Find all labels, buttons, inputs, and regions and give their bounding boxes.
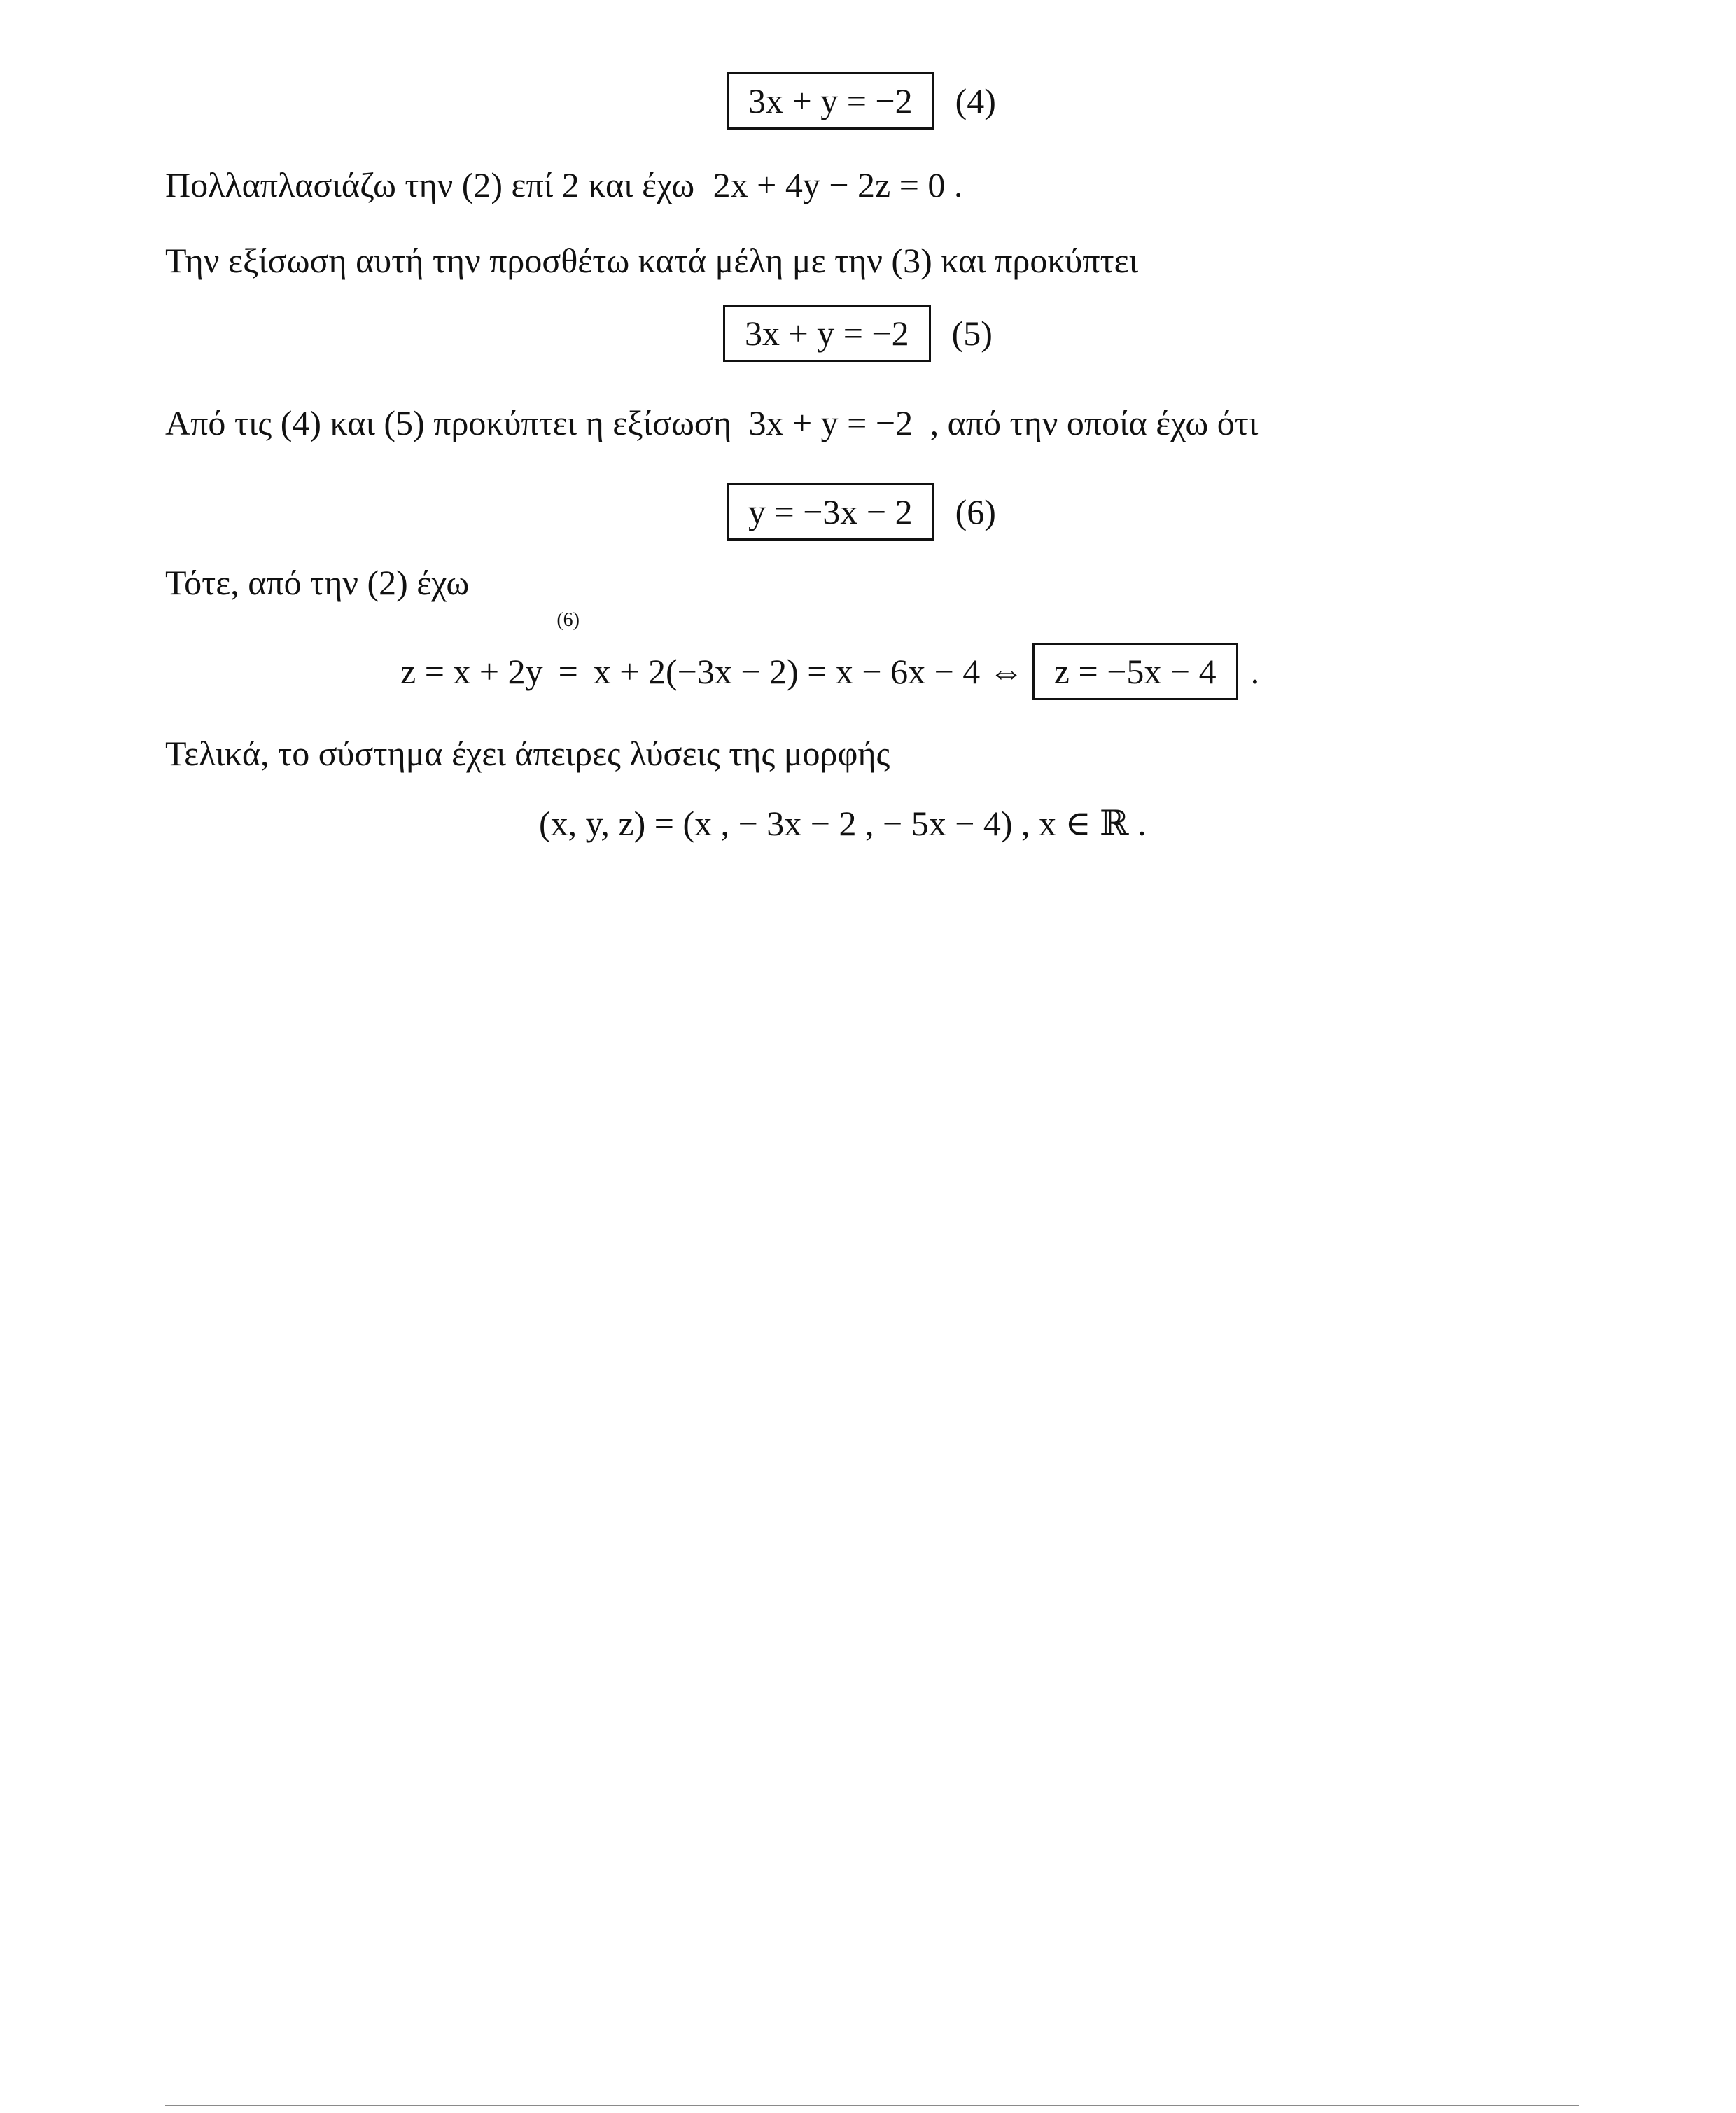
paragraph-then-text: Τότε, από την (2) έχω: [165, 563, 470, 602]
paragraph-conclusion-text: Τελικά, το σύστημα έχει άπειρες λύσεις της μορφής: [165, 734, 890, 773]
solution-set-expr: (x, y, z) = (x , − 3x − 2 , − 5x − 4) , x ∈ ℝ .: [539, 804, 1147, 843]
paragraph-then: [165, 562, 469, 604]
paragraph-multiply-text: Πολλαπλασιάζω την (2) επί 2 και έχω: [165, 165, 695, 204]
equation-z-overset-equals: [556, 609, 580, 692]
paragraph-add-text: Την εξίσωση αυτή την προσθέτω κατά μέλη με την (3) και προκύπτει: [165, 241, 1139, 280]
paragraph-add: [165, 239, 1138, 281]
paragraph-conclusion: [165, 732, 890, 774]
equation-z-result-box: z = −5x − 4: [1032, 643, 1238, 700]
equation-4: [727, 72, 996, 130]
solution-set: [539, 802, 1147, 844]
equation-z-lhs: z = x + 2y: [400, 652, 543, 691]
equation-6: [727, 483, 996, 541]
equation-z-rel: =: [558, 652, 578, 691]
equation-5-box: 3x + y = −2: [723, 305, 931, 362]
equation-z-rhs: x + 2(−3x − 2) = x − 6x − 4 ⇔: [593, 652, 1024, 691]
equation-5: [723, 305, 993, 362]
paragraph-derive-before: Από τις (4) και (5) προκύπτει η εξίσωση: [165, 403, 732, 442]
paragraph-multiply-math: 2x + 4y − 2z = 0 .: [713, 165, 963, 204]
equation-6-tag: (6): [955, 492, 996, 531]
equation-z-derivation: [400, 609, 1260, 700]
equation-4-tag: (4): [955, 81, 996, 120]
footer-rule: [165, 2105, 1579, 2106]
equation-4-box: 3x + y = −2: [727, 72, 934, 130]
equation-z-overset-label: (6): [556, 609, 580, 631]
paragraph-derive-math: 3x + y = −2: [748, 403, 913, 442]
equation-6-box: y = −3x − 2: [727, 483, 934, 541]
equation-z-end: .: [1250, 652, 1260, 691]
paragraph-derive-after: , από την οποία έχω ότι: [930, 403, 1259, 442]
equation-5-tag: (5): [951, 314, 993, 353]
paragraph-derive: [165, 402, 1258, 444]
paragraph-multiply: [165, 164, 962, 206]
